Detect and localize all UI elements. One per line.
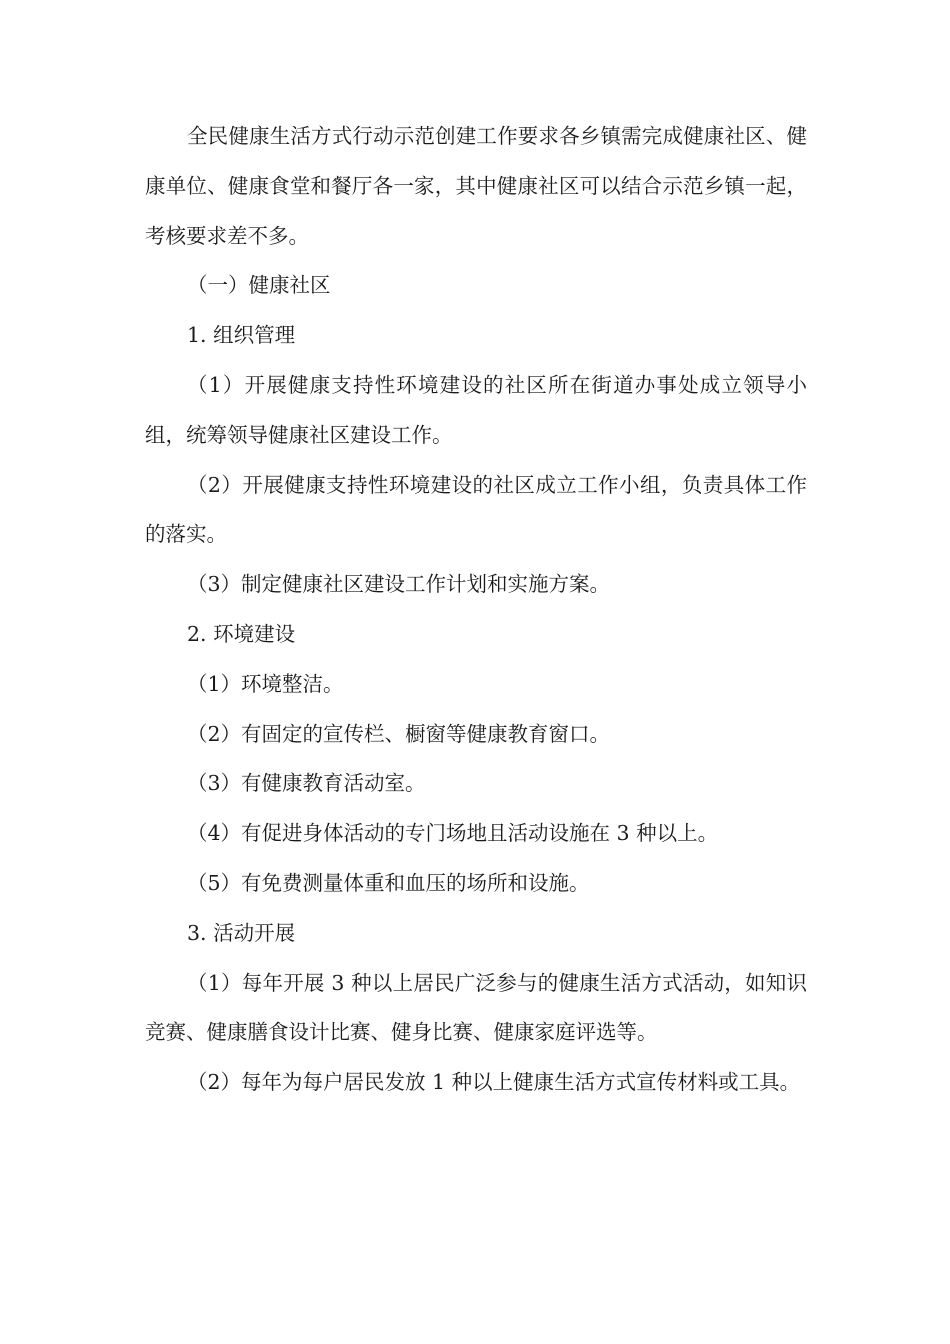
list-item: （4）有促进身体活动的专门场地且活动设施在 3 种以上。 [187, 821, 719, 846]
subsection-heading-organization: 1. 组织管理 [187, 323, 296, 348]
subsection-heading-environment: 2. 环境建设 [187, 621, 296, 646]
section-heading-healthy-community: （一）健康社区 [187, 273, 331, 298]
subsection-heading-activities: 3. 活动开展 [187, 920, 296, 945]
list-item: （1）每年开展 3 种以上居民广泛参与的健康生活方式活动，如知识竞赛、健康膳食设计比赛、健身比赛、健康家庭评选等。 [145, 970, 807, 1045]
list-item: （2）每年为每户居民发放 1 种以上健康生活方式宣传材料或工具。 [187, 1070, 801, 1095]
list-item: （3）制定健康社区建设工作计划和实施方案。 [187, 572, 611, 597]
list-item: （3）有健康教育活动室。 [187, 771, 426, 796]
list-item: （2）开展健康支持性环境建设的社区成立工作小组，负责具体工作的落实。 [145, 472, 807, 547]
document-body [145, 112, 807, 1108]
list-item: （5）有免费测量体重和血压的场所和设施。 [187, 870, 590, 895]
list-item: （1）环境整洁。 [187, 671, 344, 696]
list-item: （2）有固定的宣传栏、橱窗等健康教育窗口。 [187, 721, 611, 746]
list-item: （1）开展健康支持性环境建设的社区所在街道办事处成立领导小组，统筹领导健康社区建设工作。 [145, 372, 807, 447]
intro-paragraph: 全民健康生活方式行动示范创建工作要求各乡镇需完成健康社区、健康单位、健康食堂和餐厅各一家，其中健康社区可以结合示范乡镇一起，考核要求差不多。 [145, 124, 807, 248]
